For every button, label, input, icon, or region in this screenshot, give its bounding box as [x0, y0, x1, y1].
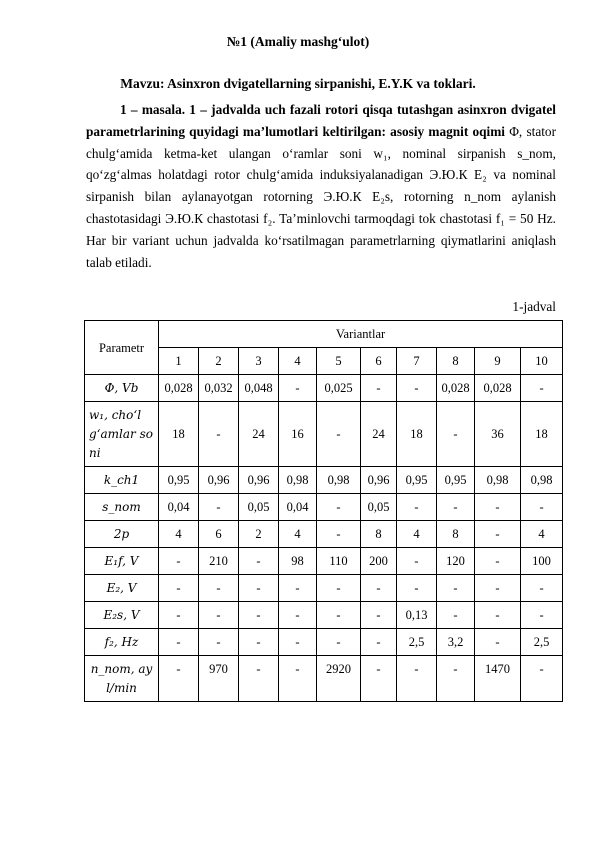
table-cell: 24	[239, 402, 279, 467]
table-cell: 0,98	[521, 467, 563, 494]
table-cell: -	[159, 548, 199, 575]
param-column-header: Parametr	[85, 321, 159, 375]
table-row	[85, 575, 563, 602]
table-cell: -	[361, 602, 397, 629]
table-cell: 0,95	[397, 467, 437, 494]
table-label: 1-jadval	[512, 299, 556, 314]
variant-number-header: 1	[159, 348, 199, 375]
table-row	[85, 521, 563, 548]
table-cell: -	[397, 548, 437, 575]
variant-number-header: 6	[361, 348, 397, 375]
table-cell: 4	[397, 521, 437, 548]
table-row	[85, 656, 563, 702]
table-cell: -	[239, 575, 279, 602]
table-cell: 0,96	[239, 467, 279, 494]
table-body	[85, 375, 563, 702]
table-cell: 4	[279, 521, 317, 548]
table-cell: 0,032	[199, 375, 239, 402]
parameters-table	[84, 320, 563, 702]
variants-column-header: Variantlar	[159, 321, 563, 348]
table-cell: -	[159, 602, 199, 629]
problem-bold-text: 1 – masala. 1 – jadvalda uch fazali rotori qisqa tutashgan asinxron dvigatel parametrlarining quyidagi ma’lumotlari keltirilgan: asosiy magnit oqimi	[86, 102, 556, 139]
page-title: №1 (Amaliy mashg‘ulot)	[226, 34, 370, 49]
table-cell: 100	[521, 548, 563, 575]
table-cell: -	[475, 602, 521, 629]
table-cell: 200	[361, 548, 397, 575]
table-cell: 18	[397, 402, 437, 467]
table-cell: -	[521, 494, 563, 521]
table-cell: 4	[521, 521, 563, 548]
table-cell: 120	[437, 548, 475, 575]
table-cell: -	[437, 575, 475, 602]
table-cell: 6	[199, 521, 239, 548]
table-cell: -	[521, 375, 563, 402]
table-cell: 0,025	[317, 375, 361, 402]
table-cell: 2,5	[397, 629, 437, 656]
table-cell: -	[279, 375, 317, 402]
table-cell: 8	[361, 521, 397, 548]
table-cell: -	[317, 494, 361, 521]
variant-number-header: 10	[521, 348, 563, 375]
table-cell: -	[437, 602, 475, 629]
table-cell: -	[159, 575, 199, 602]
table-cell: 3,2	[437, 629, 475, 656]
table-cell: -	[317, 602, 361, 629]
table-cell: -	[361, 656, 397, 702]
table-cell: -	[521, 602, 563, 629]
row-parameter-label: E₂, V	[85, 575, 159, 602]
row-parameter-label: s_nom	[85, 494, 159, 521]
table-row	[85, 402, 563, 467]
table-cell: 4	[159, 521, 199, 548]
table-row	[85, 375, 563, 402]
variant-number-header: 9	[475, 348, 521, 375]
table-cell: -	[317, 402, 361, 467]
table-cell: 16	[279, 402, 317, 467]
table-cell: -	[437, 402, 475, 467]
table-cell: 0,04	[159, 494, 199, 521]
table-cell: -	[437, 656, 475, 702]
row-parameter-label: k_ch1	[85, 467, 159, 494]
table-cell: -	[239, 548, 279, 575]
table-cell: -	[239, 656, 279, 702]
row-parameter-label: E₁f, V	[85, 548, 159, 575]
table-cell: -	[475, 629, 521, 656]
table-cell: 0,028	[437, 375, 475, 402]
variant-number-header: 8	[437, 348, 475, 375]
table-cell: -	[199, 575, 239, 602]
table-cell: 2,5	[521, 629, 563, 656]
row-parameter-label: 2p	[85, 521, 159, 548]
table-cell: -	[279, 629, 317, 656]
table-header-row	[85, 321, 563, 348]
table-cell: -	[397, 575, 437, 602]
table-row	[85, 629, 563, 656]
row-parameter-label: w₁, cho‘lg‘amlar soni	[85, 402, 159, 467]
row-parameter-label: Φ, Vb	[85, 375, 159, 402]
table-cell: -	[199, 494, 239, 521]
table-cell: 0,98	[317, 467, 361, 494]
table-cell: 98	[279, 548, 317, 575]
table-cell: -	[361, 375, 397, 402]
table-cell: 0,05	[361, 494, 397, 521]
table-cell: -	[239, 629, 279, 656]
table-cell: 18	[521, 402, 563, 467]
table-cell: 0,96	[361, 467, 397, 494]
table-cell: 24	[361, 402, 397, 467]
table-cell: 210	[199, 548, 239, 575]
table-cell: 0,05	[239, 494, 279, 521]
table-cell: 0,98	[475, 467, 521, 494]
table-row	[85, 602, 563, 629]
table-cell: 8	[437, 521, 475, 548]
table-row	[85, 548, 563, 575]
problem-body-text: Φ, stator chulg‘amida ketma-ket ulangan o‘ramlar soni w₁, nominal sirpanish s_nom, qo‘zg‘almas holatdagi rotor chulg‘amida induksiyalanadigan Э.Ю.К E₂ va nominal sirpanish bilan aylanayotgan rotorning Э.Ю.К E₂s, rotorning n_nom aylanish chastotasidagi Э.Ю.К chastotasi f₂. Ta’minlovchi tarmoqdagi tok chastotasi f₁ = 50 Hz. Har bir variant uchun jadvalda ko‘rsatilmagan parametrlarning qiymatlarini aniqlash talab etiladi.	[86, 123, 557, 270]
table-cell: 0,95	[159, 467, 199, 494]
table-cell: -	[199, 402, 239, 467]
table-row	[85, 494, 563, 521]
table-cell: 18	[159, 402, 199, 467]
table-cell: -	[317, 575, 361, 602]
row-parameter-label: E₂s, V	[85, 602, 159, 629]
table-cell: 0,048	[239, 375, 279, 402]
table-cell: -	[279, 656, 317, 702]
variant-number-header: 2	[199, 348, 239, 375]
table-cell: -	[361, 575, 397, 602]
table-cell: 1470	[475, 656, 521, 702]
variant-number-header: 4	[279, 348, 317, 375]
table-cell: -	[397, 656, 437, 702]
table-cell: -	[521, 575, 563, 602]
table-cell: -	[279, 602, 317, 629]
table-cell: -	[199, 602, 239, 629]
table-cell: -	[239, 602, 279, 629]
table-cell: 0,13	[397, 602, 437, 629]
subject-heading: Mavzu: Asinxron dvigatellarning sirpanishi, E.Y.K va toklari.	[120, 76, 476, 91]
variant-number-header: 7	[397, 348, 437, 375]
table-cell: -	[475, 575, 521, 602]
table-cell: -	[199, 629, 239, 656]
table-cell: -	[159, 629, 199, 656]
table-cell: -	[317, 629, 361, 656]
table-cell: -	[437, 494, 475, 521]
table-cell: -	[475, 548, 521, 575]
row-parameter-label: f₂, Hz	[85, 629, 159, 656]
table-cell: 2920	[317, 656, 361, 702]
table-row	[85, 467, 563, 494]
variant-number-header: 5	[317, 348, 361, 375]
table-cell: 0,028	[159, 375, 199, 402]
table-cell: -	[521, 656, 563, 702]
row-parameter-label: n_nom, ayl/min	[85, 656, 159, 702]
table-cell: 0,98	[279, 467, 317, 494]
table-cell: -	[361, 629, 397, 656]
table-cell: -	[279, 575, 317, 602]
table-cell: 0,04	[279, 494, 317, 521]
table-cell: 2	[239, 521, 279, 548]
table-cell: 970	[199, 656, 239, 702]
table-cell: 0,96	[199, 467, 239, 494]
table-cell: -	[159, 656, 199, 702]
table-cell: 110	[317, 548, 361, 575]
problem-paragraph	[86, 99, 556, 273]
table-cell: 0,028	[475, 375, 521, 402]
table-cell: -	[397, 494, 437, 521]
table-cell: -	[475, 521, 521, 548]
table-cell: -	[475, 494, 521, 521]
variant-number-header: 3	[239, 348, 279, 375]
table-cell: -	[317, 521, 361, 548]
table-cell: 36	[475, 402, 521, 467]
table-cell: 0,95	[437, 467, 475, 494]
table-cell: -	[397, 375, 437, 402]
